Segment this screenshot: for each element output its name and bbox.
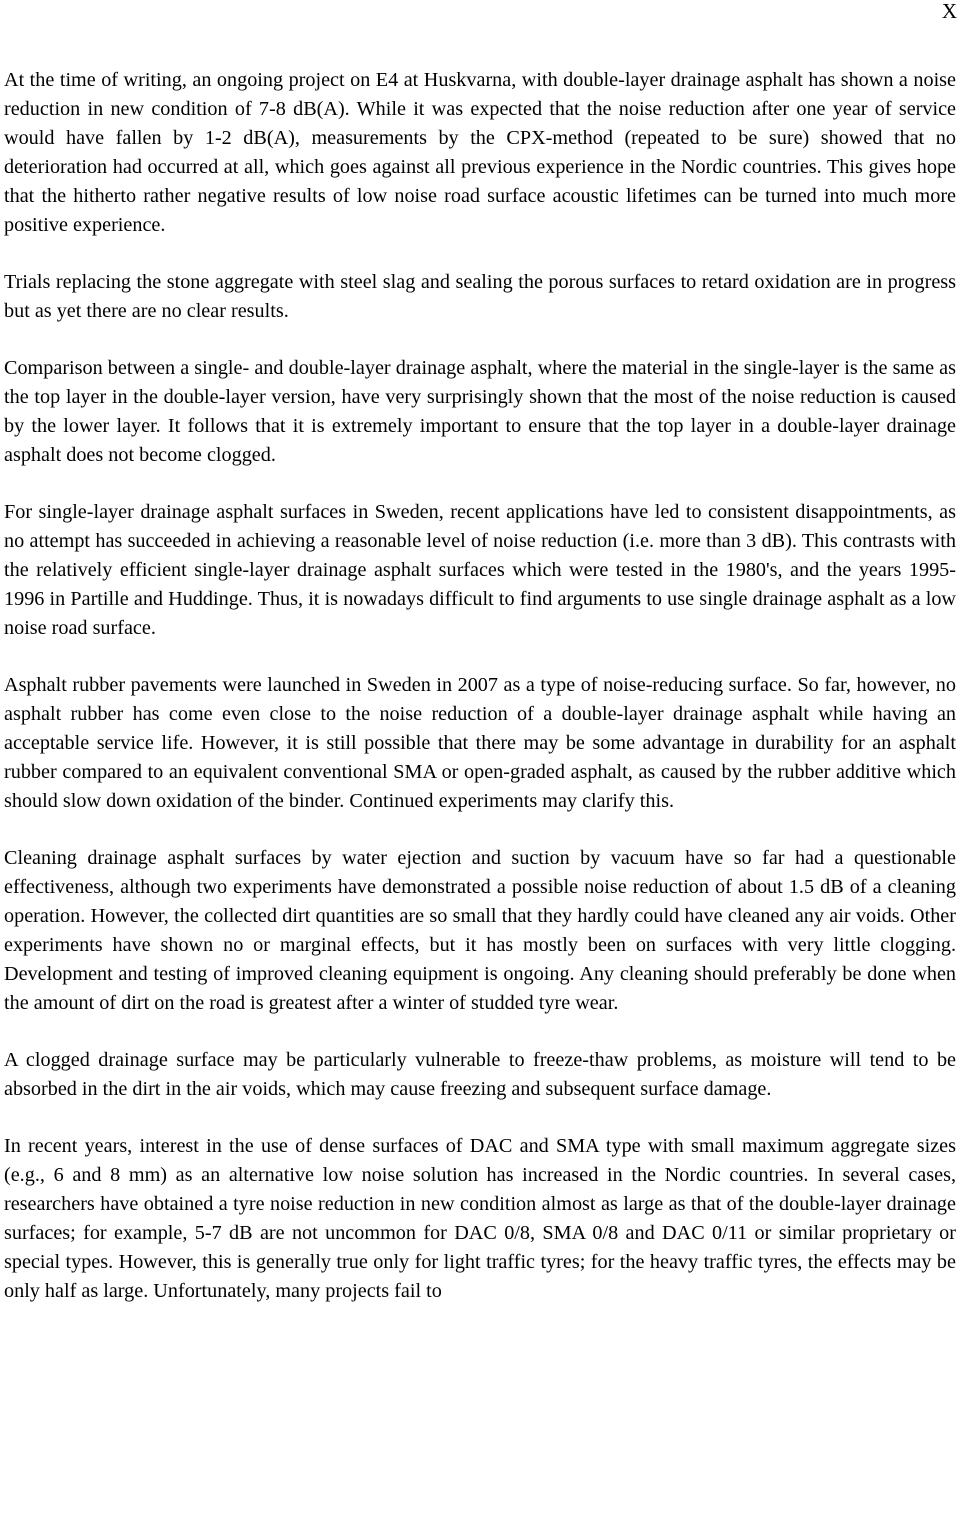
paragraph-cleaning: Cleaning drainage asphalt surfaces by water ejection and suction by vacuum have so far had a questionable effectiveness, although two experiments have demonstrated a possible noise reduction of about 1.5 dB of a cleaning operation. However, the collected dirt quantities are so small that they hardly could have cleaned any air voids. Other experiments have shown no or marginal effects, but it has mostly been on surfaces with very little clogging. Development and testing of improved cleaning equipment is ongoing. Any cleaning should preferably be done when the amount of dirt on the road is greatest after a winter of studded tyre wear.: [4, 847, 956, 1014]
paragraph-asphalt-rubber: Asphalt rubber pavements were launched in Sweden in 2007 as a type of noise-reducing surface. So far, however, no asphalt rubber has come even close to the noise reduction of a double-layer drainage asphalt while having an acceptable service life. However, it is still possible that there may be some advantage in durability for an asphalt rubber compared to an equivalent conventional SMA or open-graded asphalt, as caused by the rubber additive which should slow down oxidation of the binder. Continued experiments may clarify this.: [4, 674, 956, 812]
paragraph-steel-slag-trials: Trials replacing the stone aggregate with steel slag and sealing the porous surfaces to retard oxidation are in progress but as yet there are no clear results.: [4, 271, 956, 322]
paragraph-single-layer-sweden: For single-layer drainage asphalt surfaces in Sweden, recent applications have led to consistent disappointments, as no attempt has succeeded in achieving a reasonable level of noise reduction (i.e. more than 3 dB). This contrasts with the relatively efficient single-layer drainage asphalt surfaces which were tested in the 1980's, and the years 1995-1996 in Partille and Huddinge. Thus, it is nowadays difficult to find arguments to use single drainage asphalt as a low noise road surface.: [4, 501, 956, 639]
paragraph-dense-surfaces: In recent years, interest in the use of dense surfaces of DAC and SMA type with small maximum aggregate sizes (e.g., 6 and 8 mm) as an alternative low noise solution has increased in the Nordic countries. In several cases, researchers have obtained a tyre noise reduction in new condition almost as large as that of the double-layer drainage surfaces; for example, 5-7 dB are not uncommon for DAC 0/8, SMA 0/8 and DAC 0/11 or similar proprietary or special types. However, this is generally true only for light traffic tyres; for the heavy traffic tyres, the effects may be only half as large. Unfortunately, many projects fail to: [4, 1135, 956, 1302]
paragraph-huskvarna-project: At the time of writing, an ongoing project on E4 at Huskvarna, with double-layer drainage asphalt has shown a noise reduction in new condition of 7-8 dB(A). While it was expected that the noise reduction after one year of service would have fallen by 1-2 dB(A), measurements by the CPX-method (repeated to be sure) showed that no deterioration had occurred at all, which goes against all previous experience in the Nordic countries. This gives hope that the hitherto rather negative results of low noise road surface acoustic lifetimes can be turned into much more positive experience.: [4, 69, 956, 236]
document-body: [4, 66, 956, 1334]
paragraph-single-vs-double-layer: Comparison between a single- and double-layer drainage asphalt, where the material in the single-layer is the same as the top layer in the double-layer version, have very surprisingly shown that the most of the noise reduction is caused by the lower layer. It follows that it is extremely important to ensure that the top layer in a double-layer drainage asphalt does not become clogged.: [4, 357, 956, 466]
paragraph-freeze-thaw: A clogged drainage surface may be particularly vulnerable to freeze-thaw problems, as moisture will tend to be absorbed in the dirt in the air voids, which may cause freezing and subsequent surface damage.: [4, 1049, 956, 1100]
page-number: X: [941, 0, 957, 23]
